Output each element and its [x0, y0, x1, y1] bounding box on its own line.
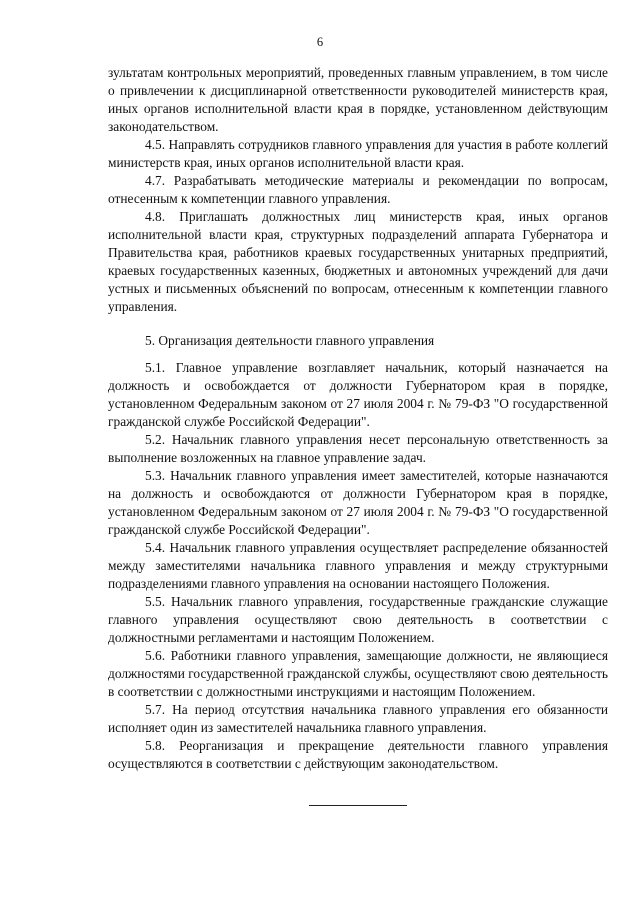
paragraph-5-2: 5.2. Начальник главного управления несет персональную ответственность за выполнение возложенных на главное управление задач.: [108, 432, 608, 465]
document-end-rule: [309, 805, 407, 806]
paragraph-5-8: 5.8. Реорганизация и прекращение деятельности главного управления осуществляются в соответствии с действующим законодательством.: [108, 738, 608, 771]
paragraph-continuation: зультатам контрольных мероприятий, проведенных главным управлением, в том числе о привлечении к дисциплинарной ответственности руководителей министерств края, иных органов исполнительной власти края в порядке, установленном действующим законодательством.: [108, 65, 608, 134]
document-body: [108, 64, 608, 773]
paragraph-5-3: 5.3. Начальник главного управления имеет заместителей, которые назначаются на должность и освобождаются от должности Губернатором края в порядке, установленном Федеральным законом от 27 июля 2004 г. № 79-ФЗ "О государственной гражданской службе Российской Федерации".: [108, 468, 608, 537]
paragraph-5-5: 5.5. Начальник главного управления, государственные гражданские служащие главного управления осуществляют свою деятельность в соответствии с должностными регламентами и настоящим Положением.: [108, 594, 608, 645]
paragraph-5-1: 5.1. Главное управление возглавляет начальник, который назначается на должность и освобождается от должности Губернатором края в порядке, установленном Федеральным законом от 27 июля 2004 г. № 79-ФЗ "О государственной гражданской службе Российской Федерации".: [108, 360, 608, 429]
paragraph-4-7: 4.7. Разрабатывать методические материалы и рекомендации по вопросам, отнесенным к компетенции главного управления.: [108, 173, 608, 206]
paragraph-5-7: 5.7. На период отсутствия начальника главного управления его обязанности исполняет один из заместителей начальника главного управления.: [108, 702, 608, 735]
paragraph-5-4: 5.4. Начальник главного управления осуществляет распределение обязанностей между заместителями начальника главного управления и между структурными подразделениями главного управления на основании настоящего Положения.: [108, 540, 608, 591]
page-number: 6: [316, 35, 324, 49]
paragraph-4-8: 4.8. Приглашать должностных лиц министерств края, иных органов исполнительной власти края, структурных подразделений аппарата Губернатора и Правительства края, работников краевых государственных унитарных предприятий, краевых государственных казенных, бюджетных и автономных учреждений для дачи устных и письменных объяснений по вопросам, отнесенным к компетенции главного управления.: [108, 209, 608, 314]
section-heading-5: 5. Организация деятельности главного управления: [145, 333, 435, 348]
paragraph-4-5: 4.5. Направлять сотрудников главного управления для участия в работе коллегий министерств края, иных органов исполнительной власти края.: [108, 137, 608, 170]
paragraph-5-6: 5.6. Работники главного управления, замещающие должности, не являющиеся должностями государственной гражданской службы, осуществляют свою деятельность в соответствии с должностными инструкциями и настоящим Положением.: [108, 648, 608, 699]
